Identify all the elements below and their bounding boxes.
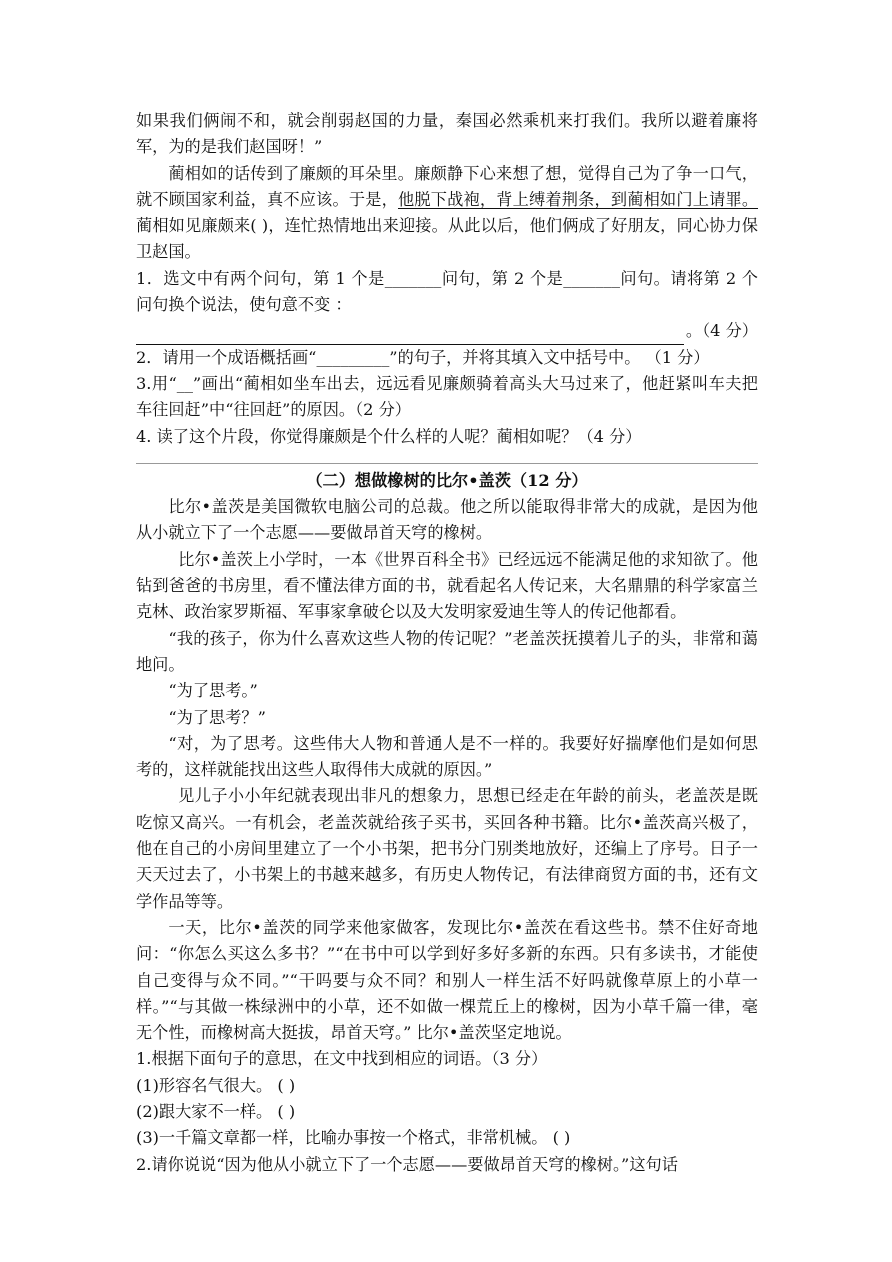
passage1-paragraph-1: 如果我们俩闹不和，就会削弱赵国的力量，秦国必然乘机来打我们。我所以避着廉将军，为的是我们赵国呀！” [136,111,758,157]
document-page [136,108,758,1178]
section2-paragraph-3: “我的孩子，你为什么喜欢这些人物的传记呢？”老盖茨抚摸着儿子的头，非常和蔼地问。 [136,628,758,674]
section2-paragraph-2: 比尔•盖茨上小学时，一本《世界百科全书》已经远远不能满足他的求知欲了。他钻到爸爸的书房里，看不懂法律方面的书，就看起名人传记来，大名鼎鼎的科学家富兰克林、政治家罗斯福、军事家拿破仑以及大发明家爱迪生等人的传记他都看。 [136,549,758,622]
underlined-sentence: 他脱下战袍，背上缚着荆条，到蔺相如门上请罪。 [397,189,759,209]
passage1-text: 蔺相如的话传到了廉颇的耳朵里。廉颇静下心来想了想，觉得自己为了争一口气，就不顾国家利益，真不应该。于是， [136,163,758,209]
section2-paragraph-7: 见儿子小小年纪就表现出非凡的想象力，思想已经走在年龄的前头，老盖茨是既吃惊又高兴。一有机会，老盖茨就给孩子买书，买回各种书籍。比尔•盖茨高兴极了，他在自己的小房间里建立了一个小书架，把书分门别类地放好，还编上了序号。日子一天天过去了，小书架上的书越来越多，有历史人物传记，有法律商贸方面的书，还有文学作品等等。 [136,786,758,911]
question-2: 2．请用一个成语概括画“_________”的句子，并将其填入文中括号中。 （1 分） [136,347,710,367]
section2-paragraph-1: 比尔•盖茨是美国微软电脑公司的总裁。他之所以能取得非常大的成就，是因为他从小就立下了一个志愿——要做昂首天穹的橡树。 [136,497,758,543]
section2-paragraph-8: 一天，比尔•盖茨的同学来他家做客，发现比尔•盖茨在看这些书。禁不住好奇地问：“你怎么买这么多书？”“在书中可以学到好多好多新的东西。只有多读书，才能使自己变得与众不同。”“干吗要与众不同？和别人一样生活不好吗就像草原上的小草一样。”“与其做一株绿洲中的小草，还不如做一棵荒丘上的橡树，因为小草千篇一律，毫无个性，而橡树高大挺拔，昂首天穹。” 比尔•盖茨坚定地说。 [136,917,758,1043]
answer-line [136,318,758,344]
section2-question-1: 1.根据下面句子的意思，在文中找到相应的词语。（3 分） [136,1049,548,1069]
answer-underline[interactable] [136,326,684,345]
section2-question-1a: (1)形容名气很大。 ( ) [136,1075,296,1095]
passage1-paragraph-2 [136,161,758,266]
question-4: 4. 读了这个片段，你觉得廉颇是个什么样的人呢？蔺相如呢？（4 分） [136,426,642,446]
section2-paragraph-5: “为了思考？” [168,707,266,727]
section2-question-1b: (2)跟大家不一样。 ( ) [136,1101,296,1121]
section2-question-1c: (3)一千篇文章都一样，比喻办事按一个格式，非常机械。 ( ) [136,1128,571,1148]
section-divider [136,463,758,464]
passage1-text-end: 蔺相如见廉颇来( )，连忙热情地出来迎接。从此以后，他们俩成了好朋友，同心协力保卫赵国。 [136,216,758,262]
question-3: 3.用“__”画出“蔺相如坐车出去，远远看见廉颇骑着高头大马过来了，他赶紧叫车夫把车往回赶”中“往回赶”的原因。（2 分） [136,373,758,420]
section2-paragraph-6: “对，为了思考。这些伟大人物和普通人是不一样的。我要好好揣摩他们是如何思考的，这样就能找出这些人取得伟大成就的原因。” [136,733,758,780]
question-1-end: 。（4 分） [685,321,758,341]
section2-paragraph-4: “为了思考。” [168,681,258,701]
section-title: （二）想做橡树的比尔•盖茨（12 分） [306,470,588,490]
question-1: 1．选文中有两个问句，第 1 个是_______问句，第 2 个是_______问句。请将第 2 个问句换个说法，使句意不变 ： [136,268,758,315]
section2-question-2: 2.请你说说“因为他从小就立下了一个志愿——要做昂首天穹的橡树。”这句话 [136,1154,678,1174]
